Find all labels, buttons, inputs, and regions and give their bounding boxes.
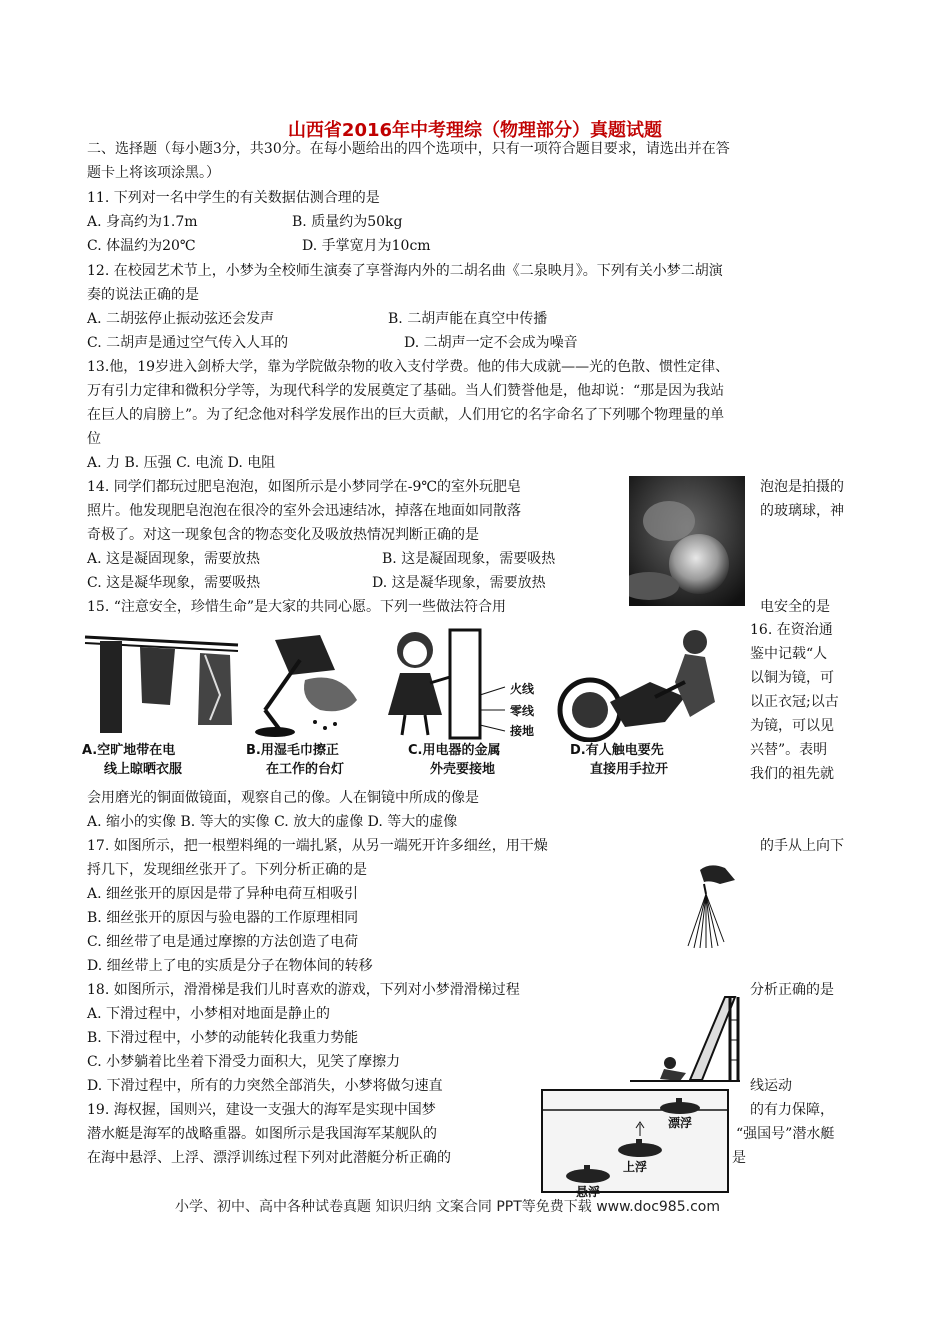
q16-right-7: 我们的祖先就	[750, 766, 834, 782]
q11-option-d: D. 手掌宽月为10cm	[302, 238, 431, 254]
q15-caption-d-1: D.有人触电要先	[570, 743, 664, 758]
q18-line-1-cont: 分析正确的是	[750, 982, 834, 998]
wire-label-live: 火线	[510, 682, 535, 696]
wire-label-neutral: 零线	[510, 704, 535, 718]
q13-options: A. 力 B. 压强 C. 电流 D. 电阻	[87, 455, 276, 471]
q14-line-2: 照片。他发现肥皂泡泡在很冷的室外会迅速结冰，掉落在地面如同散落	[87, 503, 521, 519]
plastic-string-strands-illustration	[680, 862, 740, 952]
playground-slide-illustration	[630, 985, 740, 1085]
q14-line-3: 奇极了。对这一现象包含的物态变化及吸放热情况判断正确的是	[87, 527, 479, 543]
q18-option-c: C. 小梦躺着比坐着下滑受力面积大，见笑了摩擦力	[87, 1054, 401, 1070]
q15-line-1: 15. “注意安全，珍惜生命”是大家的共同心愿。下列一些做法符合用	[87, 599, 507, 615]
q17-line-1-cont: 的手从上向下	[760, 838, 844, 854]
q16-options: A. 缩小的实像 B. 等大的实像 C. 放大的虚像 D. 等大的虚像	[87, 814, 458, 830]
q15-caption-b-2: 在工作的台灯	[266, 762, 345, 777]
q18-option-d: D. 下滑过程中，所有的力突然全部消失，小梦将做匀速直	[87, 1078, 443, 1094]
q15-caption-a-2: 线上晾晒衣服	[104, 762, 183, 777]
q16-right-1: 16. 在资治通	[750, 622, 833, 638]
q16-right-3: 以铜为镜，可	[750, 670, 834, 686]
q16-right-5: 为镜，可以见	[750, 718, 834, 734]
q19-line-2-cont: “强国号”潜水艇	[736, 1126, 835, 1142]
q18-option-d-cont: 线运动	[750, 1078, 792, 1094]
q12-option-b: B. 二胡声能在真空中传播	[388, 311, 548, 327]
q15-caption-a-1: A.空旷地带在电	[82, 743, 176, 758]
q13-line-1: 13.他，19岁进入剑桥大学，靠为学院做杂物的收入支付学费。他的伟大成就——光的色散、惯性定律、	[87, 359, 730, 375]
label-floating: 漂浮	[668, 1116, 693, 1130]
electric-shock-rescue-illustration	[555, 622, 725, 742]
q19-line-3-cont: 是	[732, 1150, 746, 1166]
q19-line-1: 19. 海权握，国则兴，建设一支强大的海军是实现中国梦	[87, 1102, 436, 1118]
page-title: 山西省2016年中考理综（物理部分）真题试题	[287, 120, 663, 141]
page-footer: 小学、初中、高中各种试卷真题 知识归纳 文案合同 PPT等免费下载 www.doc985.com	[175, 1199, 720, 1215]
q12-option-d: D. 二胡声一定不会成为噪音	[404, 335, 578, 351]
section-instructions-2: 题卡上将该项涂黑。）	[87, 165, 220, 181]
q11-option-a: A. 身高约为1.7m	[87, 214, 198, 230]
label-rising: 上浮	[623, 1160, 648, 1174]
q14-option-c: C. 这是凝华现象，需要吸热	[87, 575, 261, 591]
soap-bubble-photo	[629, 476, 745, 606]
q15-line-1-cont: 电安全的是	[760, 599, 830, 615]
q14-option-a: A. 这是凝固现象，需要放热	[87, 551, 261, 567]
q18-line-1: 18. 如图所示，滑滑梯是我们儿时喜欢的游戏，下列对小梦滑滑梯过程	[87, 982, 520, 998]
q12-stem-1: 12. 在校园艺术节上，小梦为全校师生演奏了享誉海内外的二胡名曲《二泉映月》。下列有关小梦二胡演	[87, 263, 723, 279]
q15-caption-d-2: 直接用手拉开	[590, 762, 669, 777]
q18-option-a: A. 下滑过程中，小梦相对地面是静止的	[87, 1006, 331, 1022]
q16-right-2: 鉴中记载“人	[750, 646, 828, 662]
q14-line-2-cont: 的玻璃球，神	[760, 503, 844, 519]
q14-option-b: B. 这是凝固现象，需要吸热	[382, 551, 556, 567]
q16-line-2: 会用磨光的铜面做镜面，观察自己的像。人在铜镜中所成的像是	[87, 790, 479, 806]
q15-caption-b-1: B.用湿毛巾擦正	[246, 743, 339, 758]
q13-line-2: 万有引力定律和微积分学等，为现代科学的发展奠定了基础。当人们赞誉他是，他却说：“那是因为我站	[87, 383, 725, 399]
q12-stem-2: 奏的说法正确的是	[87, 287, 199, 303]
q16-right-4: 以正衣冠;以古	[750, 694, 839, 710]
q17-option-d: D. 细丝带上了电的实质是分子在物体间的转移	[87, 958, 373, 974]
q12-option-a: A. 二胡弦停止振动弦还会发声	[87, 311, 275, 327]
q12-option-c: C. 二胡声是通过空气传入人耳的	[87, 335, 289, 351]
q17-option-c: C. 细丝带了电是通过摩擦的方法创造了电荷	[87, 934, 359, 950]
submarine-states-illustration	[540, 1088, 730, 1194]
label-suspended: 悬浮	[576, 1185, 601, 1199]
q14-line-1: 14. 同学们都玩过肥皂泡泡，如图所示是小梦同学在-9℃的室外玩肥皂	[87, 479, 522, 495]
q17-line-1: 17. 如图所示，把一根塑料绳的一端扎紧，从另一端死开许多细丝，用干燥	[87, 838, 548, 854]
q16-right-6: 兴替”。表明	[750, 742, 828, 758]
q19-line-3: 在海中悬浮、上浮、漂浮训练过程下列对此潜艇分析正确的	[87, 1150, 451, 1166]
q15-caption-c-1: C.用电器的金属	[408, 743, 501, 758]
q14-line-1-cont: 泡泡是拍摄的	[760, 479, 844, 495]
q17-line-2: 捋几下，发现细丝张开了。下列分析正确的是	[87, 862, 367, 878]
section-instructions-1: 二、选择题（每小题3分，共30分。在每小题给出的四个选项中，只有一项符合题目要求，请选出并在答	[87, 141, 730, 157]
q19-line-1-cont: 的有力保障，	[750, 1102, 834, 1118]
q18-option-b: B. 下滑过程中，小梦的动能转化我重力势能	[87, 1030, 359, 1046]
desk-lamp-towel-illustration	[245, 630, 365, 740]
q11-stem: 11. 下列对一名中学生的有关数据估测合理的是	[87, 190, 380, 206]
wire-label-ground: 接地	[510, 724, 535, 738]
q11-option-c: C. 体温约为20℃	[87, 238, 196, 254]
q19-line-2: 潜水艇是海军的战略重器。如图所示是我国海军某舰队的	[87, 1126, 437, 1142]
q17-option-a: A. 细丝张开的原因是带了异种电荷互相吸引	[87, 886, 359, 902]
clothes-on-wire-illustration	[80, 625, 240, 740]
q17-option-b: B. 细丝张开的原因与验电器的工作原理相同	[87, 910, 359, 926]
q11-option-b: B. 质量约为50kg	[292, 214, 403, 230]
q13-line-3: 在巨人的肩膀上”。为了纪念他对科学发展作出的巨大贡献，人们用它的名字命名了下列哪个物理量的单	[87, 407, 725, 423]
q13-line-4: 位	[87, 431, 101, 447]
q14-option-d: D. 这是凝华现象，需要放热	[372, 575, 546, 591]
q15-caption-c-2: 外壳要接地	[430, 762, 496, 777]
